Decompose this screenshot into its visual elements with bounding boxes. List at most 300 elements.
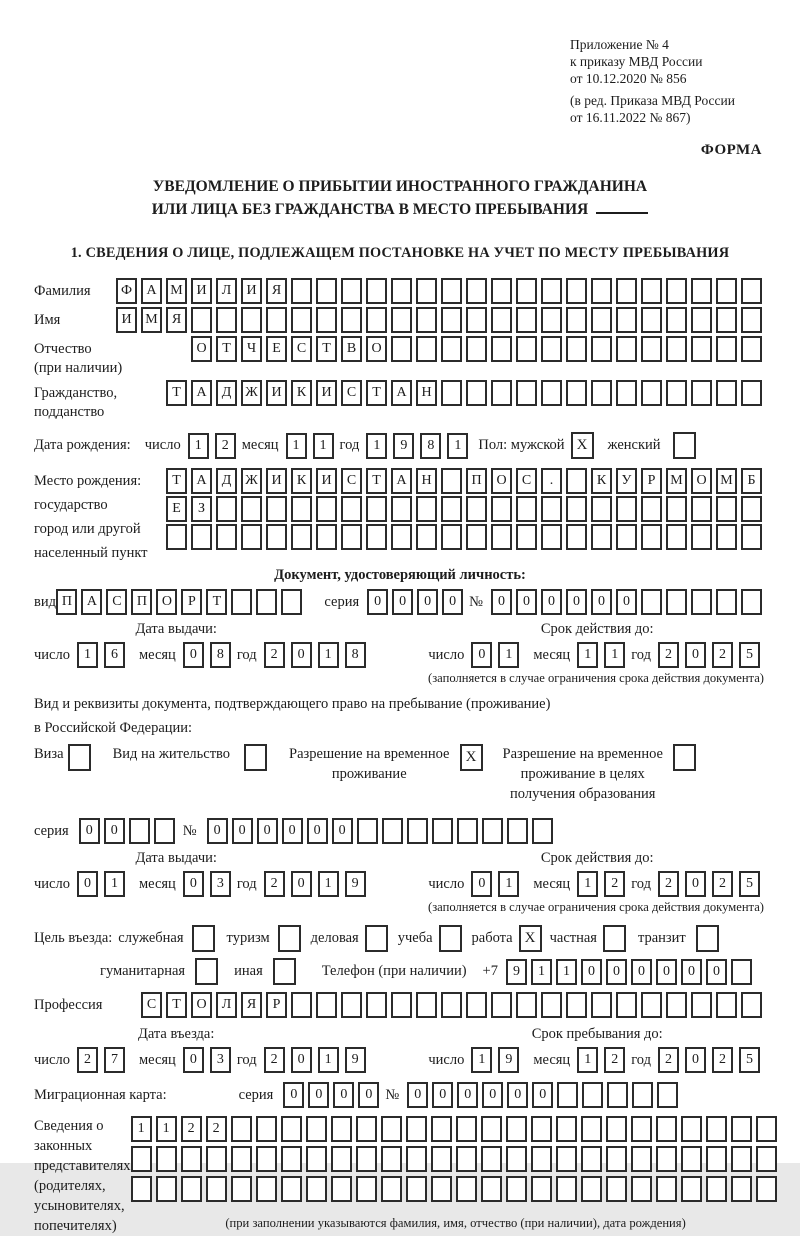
char-box[interactable]: [716, 278, 737, 304]
char-box[interactable]: [281, 1146, 302, 1172]
char-box[interactable]: [591, 336, 612, 362]
char-box[interactable]: И: [266, 468, 287, 494]
char-box[interactable]: 0: [307, 818, 328, 844]
male-checkbox[interactable]: X: [571, 432, 594, 459]
char-box[interactable]: Т: [366, 380, 387, 406]
char-box[interactable]: [416, 992, 437, 1018]
char-box[interactable]: 2: [181, 1116, 202, 1142]
char-box[interactable]: [266, 524, 287, 550]
char-box[interactable]: 0: [631, 959, 652, 985]
char-box[interactable]: 0: [432, 1082, 453, 1108]
char-box[interactable]: [181, 1176, 202, 1202]
char-box[interactable]: [641, 992, 662, 1018]
char-box[interactable]: [466, 380, 487, 406]
char-box[interactable]: М: [166, 278, 187, 304]
char-box[interactable]: А: [81, 589, 102, 615]
char-box[interactable]: [366, 524, 387, 550]
char-box[interactable]: [606, 1116, 627, 1142]
char-box[interactable]: 2: [658, 1047, 679, 1073]
char-box[interactable]: [506, 1146, 527, 1172]
char-box[interactable]: [266, 307, 287, 333]
char-box[interactable]: [482, 818, 503, 844]
char-box[interactable]: [491, 336, 512, 362]
char-box[interactable]: [581, 1176, 602, 1202]
char-box[interactable]: [656, 1176, 677, 1202]
char-box[interactable]: П: [56, 589, 77, 615]
char-box[interactable]: 1: [77, 642, 98, 668]
char-box[interactable]: [691, 307, 712, 333]
char-box[interactable]: [741, 380, 762, 406]
char-box[interactable]: 0: [232, 818, 253, 844]
char-box[interactable]: [631, 1176, 652, 1202]
purpose-transit-checkbox[interactable]: [696, 925, 719, 952]
char-box[interactable]: Т: [166, 992, 187, 1018]
char-box[interactable]: 0: [104, 818, 125, 844]
char-box[interactable]: [731, 1146, 752, 1172]
char-box[interactable]: [581, 1116, 602, 1142]
char-box[interactable]: 0: [291, 871, 312, 897]
char-box[interactable]: С: [341, 380, 362, 406]
char-box[interactable]: [516, 307, 537, 333]
char-box[interactable]: [741, 992, 762, 1018]
char-box[interactable]: 2: [712, 642, 733, 668]
char-box[interactable]: Е: [266, 336, 287, 362]
char-box[interactable]: [466, 496, 487, 522]
char-box[interactable]: [366, 307, 387, 333]
char-box[interactable]: [441, 380, 462, 406]
char-box[interactable]: 0: [491, 589, 512, 615]
char-box[interactable]: [716, 380, 737, 406]
char-box[interactable]: [506, 1116, 527, 1142]
char-box[interactable]: [341, 992, 362, 1018]
purpose-commercial-checkbox[interactable]: [365, 925, 388, 952]
char-box[interactable]: 1: [366, 433, 387, 459]
char-box[interactable]: Е: [166, 496, 187, 522]
char-box[interactable]: 0: [482, 1082, 503, 1108]
char-box[interactable]: [456, 1116, 477, 1142]
char-box[interactable]: [641, 496, 662, 522]
char-box[interactable]: [731, 959, 752, 985]
char-box[interactable]: С: [291, 336, 312, 362]
purpose-study-checkbox[interactable]: [439, 925, 462, 952]
char-box[interactable]: 2: [604, 871, 625, 897]
char-box[interactable]: [566, 496, 587, 522]
char-box[interactable]: 6: [104, 642, 125, 668]
char-box[interactable]: Т: [316, 336, 337, 362]
char-box[interactable]: [154, 818, 175, 844]
char-box[interactable]: [441, 336, 462, 362]
char-box[interactable]: Ч: [241, 336, 262, 362]
char-box[interactable]: С: [341, 468, 362, 494]
char-box[interactable]: [716, 589, 737, 615]
char-box[interactable]: 1: [104, 871, 125, 897]
char-box[interactable]: [591, 380, 612, 406]
char-box[interactable]: Л: [216, 278, 237, 304]
char-box[interactable]: [391, 524, 412, 550]
char-box[interactable]: 0: [532, 1082, 553, 1108]
rvpo-checkbox[interactable]: [673, 744, 696, 771]
char-box[interactable]: [381, 1146, 402, 1172]
char-box[interactable]: 0: [685, 1047, 706, 1073]
char-box[interactable]: [691, 496, 712, 522]
char-box[interactable]: 5: [739, 642, 760, 668]
char-box[interactable]: [716, 992, 737, 1018]
char-box[interactable]: [532, 818, 553, 844]
char-box[interactable]: К: [291, 468, 312, 494]
char-box[interactable]: [466, 992, 487, 1018]
char-box[interactable]: [456, 1176, 477, 1202]
char-box[interactable]: [716, 496, 737, 522]
char-box[interactable]: 0: [308, 1082, 329, 1108]
char-box[interactable]: [441, 524, 462, 550]
char-box[interactable]: 0: [457, 1082, 478, 1108]
char-box[interactable]: [391, 336, 412, 362]
char-box[interactable]: [156, 1146, 177, 1172]
char-box[interactable]: [716, 336, 737, 362]
char-box[interactable]: [657, 1082, 678, 1108]
char-box[interactable]: 9: [506, 959, 527, 985]
char-box[interactable]: 0: [332, 818, 353, 844]
char-box[interactable]: [306, 1116, 327, 1142]
char-box[interactable]: Ф: [116, 278, 137, 304]
char-box[interactable]: И: [266, 380, 287, 406]
purpose-work-checkbox[interactable]: X: [519, 925, 542, 952]
char-box[interactable]: [641, 307, 662, 333]
char-box[interactable]: [557, 1082, 578, 1108]
char-box[interactable]: 2: [658, 871, 679, 897]
char-box[interactable]: 0: [407, 1082, 428, 1108]
char-box[interactable]: [706, 1116, 727, 1142]
char-box[interactable]: [582, 1082, 603, 1108]
char-box[interactable]: 8: [420, 433, 441, 459]
char-box[interactable]: П: [466, 468, 487, 494]
char-box[interactable]: О: [191, 992, 212, 1018]
char-box[interactable]: Н: [416, 468, 437, 494]
char-box[interactable]: 5: [739, 871, 760, 897]
char-box[interactable]: 1: [286, 433, 307, 459]
char-box[interactable]: [691, 278, 712, 304]
char-box[interactable]: 7: [104, 1047, 125, 1073]
char-box[interactable]: [341, 278, 362, 304]
char-box[interactable]: [541, 380, 562, 406]
char-box[interactable]: [741, 496, 762, 522]
char-box[interactable]: [641, 336, 662, 362]
char-box[interactable]: [516, 336, 537, 362]
char-box[interactable]: Т: [366, 468, 387, 494]
char-box[interactable]: [566, 992, 587, 1018]
char-box[interactable]: [191, 307, 212, 333]
char-box[interactable]: М: [666, 468, 687, 494]
char-box[interactable]: [606, 1176, 627, 1202]
char-box[interactable]: [516, 278, 537, 304]
char-box[interactable]: [356, 1146, 377, 1172]
char-box[interactable]: [516, 992, 537, 1018]
char-box[interactable]: [591, 524, 612, 550]
char-box[interactable]: [641, 380, 662, 406]
char-box[interactable]: 0: [417, 589, 438, 615]
char-box[interactable]: И: [316, 468, 337, 494]
char-box[interactable]: [616, 307, 637, 333]
char-box[interactable]: [631, 1116, 652, 1142]
rvp-checkbox[interactable]: X: [460, 744, 483, 771]
char-box[interactable]: [566, 524, 587, 550]
char-box[interactable]: К: [291, 380, 312, 406]
char-box[interactable]: Д: [216, 468, 237, 494]
char-box[interactable]: [456, 1146, 477, 1172]
char-box[interactable]: [666, 307, 687, 333]
char-box[interactable]: [507, 818, 528, 844]
char-box[interactable]: 0: [257, 818, 278, 844]
char-box[interactable]: Т: [166, 380, 187, 406]
char-box[interactable]: [756, 1116, 777, 1142]
char-box[interactable]: [356, 1116, 377, 1142]
char-box[interactable]: [556, 1176, 577, 1202]
char-box[interactable]: [606, 1146, 627, 1172]
char-box[interactable]: [607, 1082, 628, 1108]
char-box[interactable]: [591, 496, 612, 522]
char-box[interactable]: [731, 1116, 752, 1142]
char-box[interactable]: [316, 307, 337, 333]
char-box[interactable]: Я: [266, 278, 287, 304]
char-box[interactable]: 8: [345, 642, 366, 668]
char-box[interactable]: [616, 524, 637, 550]
char-box[interactable]: 0: [183, 1047, 204, 1073]
char-box[interactable]: [741, 278, 762, 304]
char-box[interactable]: [416, 307, 437, 333]
char-box[interactable]: [341, 524, 362, 550]
char-box[interactable]: [181, 1146, 202, 1172]
char-box[interactable]: [541, 336, 562, 362]
char-box[interactable]: 2: [712, 871, 733, 897]
char-box[interactable]: 0: [681, 959, 702, 985]
vnzh-checkbox[interactable]: [244, 744, 267, 771]
char-box[interactable]: [681, 1116, 702, 1142]
char-box[interactable]: [666, 278, 687, 304]
char-box[interactable]: [382, 818, 403, 844]
char-box[interactable]: [581, 1146, 602, 1172]
char-box[interactable]: [741, 524, 762, 550]
char-box[interactable]: [666, 524, 687, 550]
char-box[interactable]: [666, 496, 687, 522]
char-box[interactable]: [631, 1146, 652, 1172]
char-box[interactable]: [156, 1176, 177, 1202]
char-box[interactable]: 0: [566, 589, 587, 615]
char-box[interactable]: [466, 336, 487, 362]
char-box[interactable]: [391, 278, 412, 304]
char-box[interactable]: [441, 307, 462, 333]
char-box[interactable]: [341, 307, 362, 333]
char-box[interactable]: 1: [131, 1116, 152, 1142]
char-box[interactable]: .: [541, 468, 562, 494]
char-box[interactable]: О: [191, 336, 212, 362]
char-box[interactable]: 1: [188, 433, 209, 459]
char-box[interactable]: [491, 496, 512, 522]
char-box[interactable]: 1: [577, 642, 598, 668]
char-box[interactable]: 0: [291, 1047, 312, 1073]
char-box[interactable]: [431, 1116, 452, 1142]
char-box[interactable]: [541, 992, 562, 1018]
char-box[interactable]: [431, 1176, 452, 1202]
char-box[interactable]: [706, 1176, 727, 1202]
char-box[interactable]: 2: [264, 871, 285, 897]
char-box[interactable]: [416, 496, 437, 522]
char-box[interactable]: [491, 307, 512, 333]
char-box[interactable]: [481, 1116, 502, 1142]
char-box[interactable]: [516, 496, 537, 522]
char-box[interactable]: 0: [516, 589, 537, 615]
char-box[interactable]: [216, 496, 237, 522]
char-box[interactable]: [316, 278, 337, 304]
char-box[interactable]: [406, 1116, 427, 1142]
char-box[interactable]: [416, 336, 437, 362]
char-box[interactable]: [131, 1176, 152, 1202]
char-box[interactable]: [466, 278, 487, 304]
char-box[interactable]: М: [141, 307, 162, 333]
char-box[interactable]: [129, 818, 150, 844]
char-box[interactable]: 0: [656, 959, 677, 985]
char-box[interactable]: К: [591, 468, 612, 494]
char-box[interactable]: [681, 1146, 702, 1172]
char-box[interactable]: [516, 524, 537, 550]
char-box[interactable]: [756, 1176, 777, 1202]
char-box[interactable]: [666, 992, 687, 1018]
char-box[interactable]: [341, 496, 362, 522]
char-box[interactable]: 0: [183, 642, 204, 668]
char-box[interactable]: [531, 1116, 552, 1142]
char-box[interactable]: Р: [181, 589, 202, 615]
char-box[interactable]: 2: [712, 1047, 733, 1073]
char-box[interactable]: [281, 1176, 302, 1202]
char-box[interactable]: И: [241, 278, 262, 304]
char-box[interactable]: [441, 468, 462, 494]
char-box[interactable]: [166, 524, 187, 550]
char-box[interactable]: [741, 589, 762, 615]
char-box[interactable]: [491, 278, 512, 304]
char-box[interactable]: 2: [215, 433, 236, 459]
char-box[interactable]: 0: [706, 959, 727, 985]
char-box[interactable]: [256, 1146, 277, 1172]
char-box[interactable]: 0: [283, 1082, 304, 1108]
char-box[interactable]: [291, 992, 312, 1018]
char-box[interactable]: [441, 992, 462, 1018]
char-box[interactable]: [691, 992, 712, 1018]
char-box[interactable]: [231, 589, 252, 615]
char-box[interactable]: О: [691, 468, 712, 494]
char-box[interactable]: 0: [471, 642, 492, 668]
char-box[interactable]: [491, 992, 512, 1018]
char-box[interactable]: 0: [333, 1082, 354, 1108]
char-box[interactable]: [216, 307, 237, 333]
char-box[interactable]: [566, 468, 587, 494]
char-box[interactable]: А: [191, 380, 212, 406]
char-box[interactable]: 1: [498, 642, 519, 668]
char-box[interactable]: [656, 1116, 677, 1142]
char-box[interactable]: Р: [266, 992, 287, 1018]
char-box[interactable]: А: [391, 380, 412, 406]
char-box[interactable]: [466, 307, 487, 333]
char-box[interactable]: [391, 992, 412, 1018]
char-box[interactable]: [241, 524, 262, 550]
char-box[interactable]: [516, 380, 537, 406]
char-box[interactable]: [407, 818, 428, 844]
char-box[interactable]: Р: [641, 468, 662, 494]
purpose-humanitarian-checkbox[interactable]: [195, 958, 218, 985]
char-box[interactable]: [556, 1146, 577, 1172]
char-box[interactable]: [231, 1176, 252, 1202]
char-box[interactable]: [616, 992, 637, 1018]
char-box[interactable]: 0: [685, 642, 706, 668]
char-box[interactable]: А: [141, 278, 162, 304]
char-box[interactable]: [216, 524, 237, 550]
char-box[interactable]: [256, 1116, 277, 1142]
char-box[interactable]: [291, 496, 312, 522]
char-box[interactable]: 0: [77, 871, 98, 897]
char-box[interactable]: Т: [166, 468, 187, 494]
char-box[interactable]: [616, 380, 637, 406]
char-box[interactable]: [591, 278, 612, 304]
char-box[interactable]: [416, 524, 437, 550]
char-box[interactable]: А: [391, 468, 412, 494]
char-box[interactable]: 9: [345, 1047, 366, 1073]
char-box[interactable]: [457, 818, 478, 844]
char-box[interactable]: [541, 496, 562, 522]
char-box[interactable]: [241, 307, 262, 333]
char-box[interactable]: 0: [591, 589, 612, 615]
char-box[interactable]: 1: [577, 1047, 598, 1073]
purpose-business-checkbox[interactable]: [192, 925, 215, 952]
char-box[interactable]: Ж: [241, 380, 262, 406]
char-box[interactable]: [681, 1176, 702, 1202]
char-box[interactable]: [566, 278, 587, 304]
char-box[interactable]: П: [131, 589, 152, 615]
char-box[interactable]: 0: [581, 959, 602, 985]
char-box[interactable]: 2: [77, 1047, 98, 1073]
char-box[interactable]: [491, 524, 512, 550]
char-box[interactable]: [641, 278, 662, 304]
char-box[interactable]: [331, 1116, 352, 1142]
char-box[interactable]: С: [141, 992, 162, 1018]
char-box[interactable]: [281, 589, 302, 615]
char-box[interactable]: [566, 307, 587, 333]
char-box[interactable]: У: [616, 468, 637, 494]
char-box[interactable]: 1: [604, 642, 625, 668]
char-box[interactable]: [691, 524, 712, 550]
char-box[interactable]: 2: [658, 642, 679, 668]
char-box[interactable]: [306, 1176, 327, 1202]
char-box[interactable]: 9: [498, 1047, 519, 1073]
char-box[interactable]: 8: [210, 642, 231, 668]
char-box[interactable]: [481, 1146, 502, 1172]
char-box[interactable]: [306, 1146, 327, 1172]
char-box[interactable]: 1: [318, 871, 339, 897]
char-box[interactable]: 3: [210, 871, 231, 897]
char-box[interactable]: 1: [313, 433, 334, 459]
char-box[interactable]: 1: [531, 959, 552, 985]
char-box[interactable]: 0: [367, 589, 388, 615]
char-box[interactable]: 1: [498, 871, 519, 897]
char-box[interactable]: 0: [291, 642, 312, 668]
char-box[interactable]: [481, 1176, 502, 1202]
char-box[interactable]: С: [106, 589, 127, 615]
char-box[interactable]: [656, 1146, 677, 1172]
char-box[interactable]: [316, 496, 337, 522]
char-box[interactable]: [541, 307, 562, 333]
char-box[interactable]: [531, 1146, 552, 1172]
char-box[interactable]: [131, 1146, 152, 1172]
char-box[interactable]: [391, 496, 412, 522]
female-checkbox[interactable]: [673, 432, 696, 459]
char-box[interactable]: [566, 336, 587, 362]
